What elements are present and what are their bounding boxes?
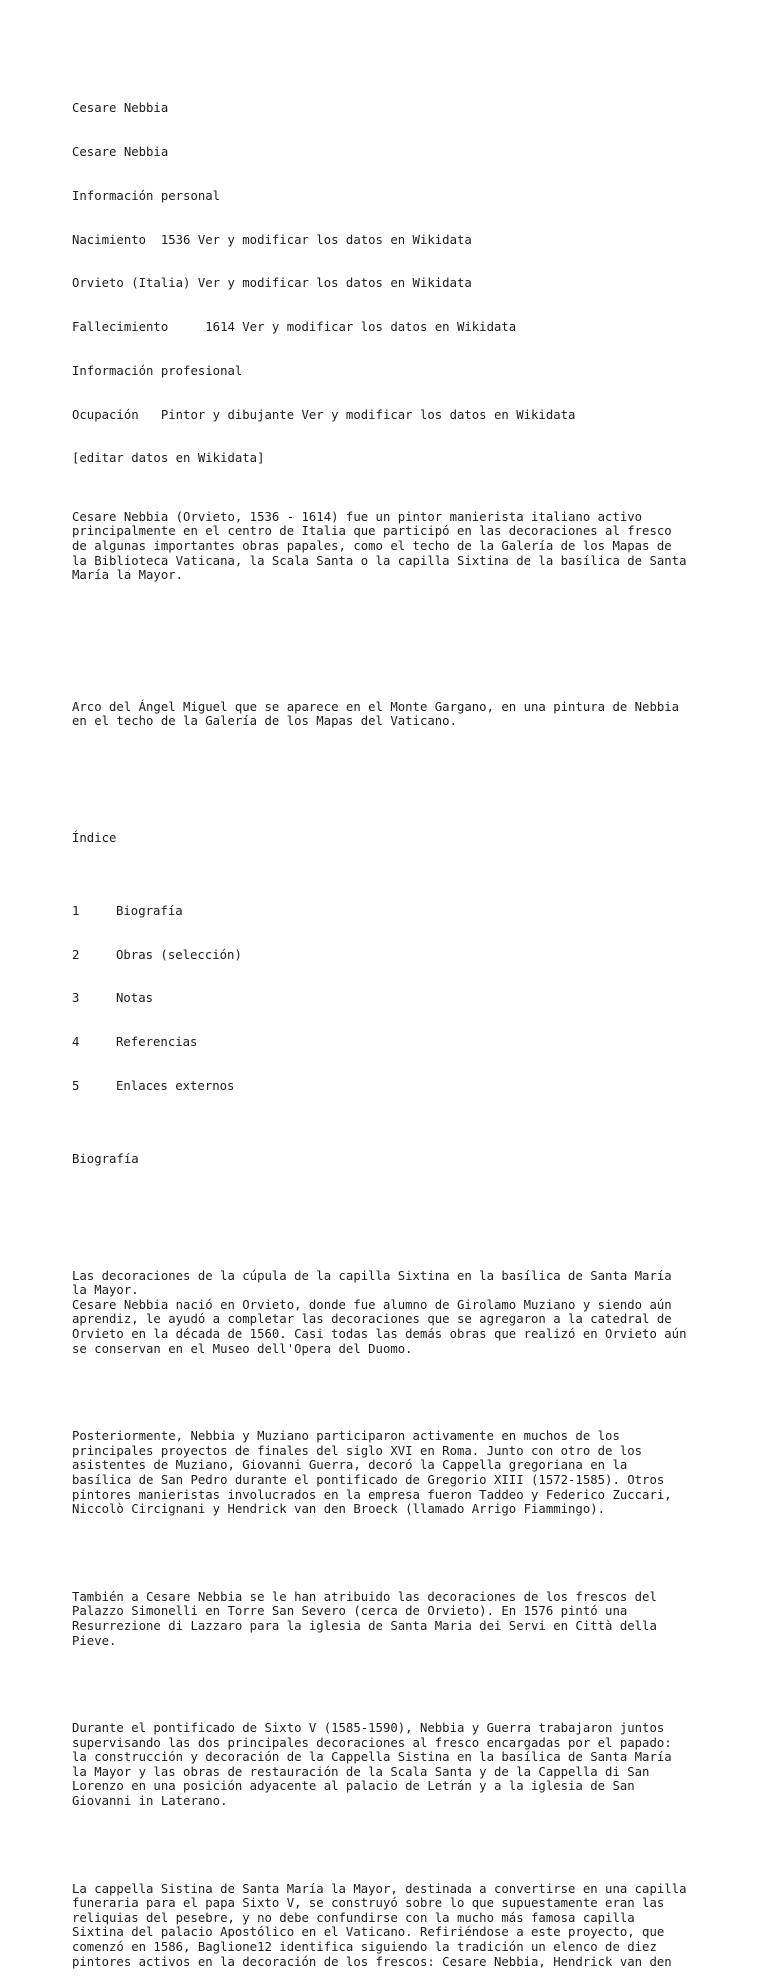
professional-info-heading: Información profesional: [72, 363, 243, 378]
table-of-contents: [72, 875, 696, 1123]
personal-info-heading: Información personal: [72, 188, 221, 203]
birth-row: Nacimiento 1536 Ver y modificar los datos en Wikidata: [72, 232, 472, 247]
body-paragraph: La cappella Sistina de Santa María la Mayor, destinada a convertirse en una capilla funeraria para el papa Sixto V, se construyó sobre lo que supuestamente eran las reliquias del pesebre, y no debe confundirse con la mucho más famosa capilla Sixtina del palacio Apostólico en el Vaticano. Refiriéndose a este proyecto, que comenzó en 1586, Baglione12 identifica siguiendo la tradición un elenco de diez pintores activos en la decoración de los frescos: Cesare Nebbia, Hendrick van den: [72, 1881, 687, 1969]
toc-item[interactable]: 1 Biografía: [72, 903, 183, 918]
occupation-row: Ocupación Pintor y dibujante Ver y modificar los datos en Wikidata: [72, 407, 576, 422]
section-heading-biografia: Biografía: [72, 1151, 139, 1166]
birth-place-row: Orvieto (Italia) Ver y modificar los datos en Wikidata: [72, 276, 472, 291]
toc-heading: Índice: [72, 830, 117, 845]
body-paragraph: Las decoraciones de la cúpula de la capilla Sixtina en la basílica de Santa María la Mayor. Cesare Nebbia nació en Orvieto, donde fue alumno de Girolamo Muziano y siendo aún aprendiz, le ayudó a completar las decoraciones que se agregaron a la catedral de Orvieto en la década de 1560. Casi todas las demás obras que realizó en Orvieto aún se conservan en el Museo dell'Opera del Duomo.: [72, 1268, 687, 1356]
toc-item[interactable]: 4 Referencias: [72, 1035, 198, 1050]
image-caption: Arco del Ángel Miguel que se aparece en el Monte Gargano, en una pintura de Nebbia en el techo de la Galería de los Mapas del Vaticano.: [72, 699, 680, 729]
intro-paragraph: Cesare Nebbia (Orvieto, 1536 - 1614) fue un pintor manierista italiano activo principalmente en el centro de Italia que participó en las decoraciones al fresco de algunas importantes obras papales, como el techo de la Galería de los Mapas de la Biblioteca Vaticana, la Scala Santa o la capilla Sixtina de la basílica de Santa María la Mayor.: [72, 509, 687, 583]
toc-item[interactable]: 2 Obras (selección): [72, 947, 242, 962]
death-row: Fallecimiento 1614 Ver y modificar los datos en Wikidata: [72, 320, 517, 335]
infobox-name: Cesare Nebbia: [72, 101, 169, 116]
body-paragraph: Durante el pontificado de Sixto V (1585-1590), Nebbia y Guerra trabajaron juntos supervisando las dos principales decoraciones al fresco encargadas por el papado: la construcción y decoración de la Cappella Sistina en la basílica de Santa María la Mayor y las obras de restauración de la Scala Santa y de la Cappella di San Lorenzo en una posición adyacente al palacio de Letrán y a la iglesia de San Giovanni in Laterano.: [72, 1721, 672, 1809]
toc-item[interactable]: 3 Notas: [72, 991, 154, 1006]
body-paragraph: Posteriormente, Nebbia y Muziano participaron activamente en muchos de los principales proyectos de finales del siglo XVI en Roma. Junto con otro de los asistentes de Muziano, Giovanni Guerra, decoró la Cappella gregoriana en la basílica de San Pedro durante el pontificado de Gregorio XIII (1572-1585). Otros pintores manieristas involucrados en la empresa fueron Taddeo y Federico Zuccari, Niccolò Circignani y Hendrick van den Broeck (llamado Arrigo Fiammingo).: [72, 1429, 672, 1517]
edit-wikidata-link[interactable]: [editar datos en Wikidata]: [72, 451, 265, 466]
document-page: [72, 72, 696, 1984]
infobox-name-repeat: Cesare Nebbia: [72, 144, 169, 159]
toc-item[interactable]: 5 Enlaces externos: [72, 1078, 235, 1093]
body-paragraph: También a Cesare Nebbia se le han atribuido las decoraciones de los frescos del Palazzo Simonelli en Torre San Severo (cerca de Orvieto). En 1576 pintó una Resurrezione di Lazzaro para la iglesia de Santa Maria dei Servi en Città della Pieve.: [72, 1589, 657, 1648]
